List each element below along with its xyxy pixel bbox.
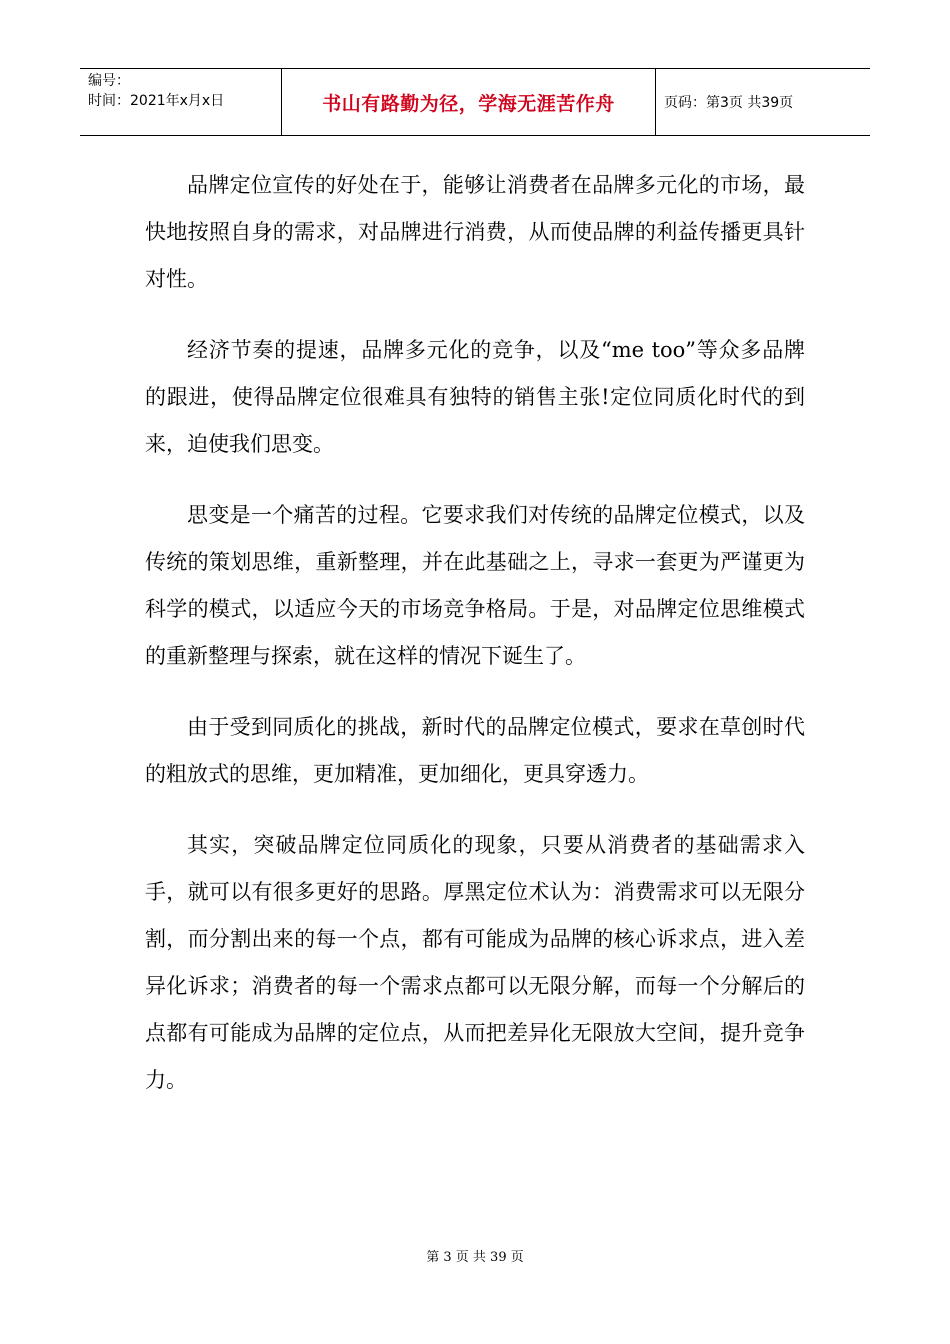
document-number-label: 编号： bbox=[88, 73, 130, 89]
header-motto: 书山有路勤为径，学海无涯苦作舟 bbox=[282, 69, 656, 135]
page-header bbox=[80, 68, 870, 136]
paragraph: 经济节奏的提速，品牌多元化的竞争，以及“me too”等众多品牌的跟进，使得品牌定位很难具有独特的销售主张!定位同质化时代的到来，迫使我们思变。 bbox=[145, 338, 805, 456]
paragraph: 其实，突破品牌定位同质化的现象，只要从消费者的基础需求入手，就可以有很多更好的思路。厚黑定位术认为：消费需求可以无限分割，而分割出来的每一个点，都有可能成为品牌的核心诉求点，进入差异化诉求；消费者的每一个需求点都可以无限分解，而每一个分解后的点都有可能成为品牌的定位点，从而把差异化无限放大空间，提升竞争力。 bbox=[145, 833, 805, 1092]
header-page-info: 页码：第3页 共39页 bbox=[664, 95, 794, 111]
paragraph: 由于受到同质化的挑战，新时代的品牌定位模式，要求在草创时代的粗放式的思维，更加精准，更加细化，更具穿透力。 bbox=[145, 715, 805, 786]
page-footer: 第 3 页 共 39 页 bbox=[426, 1250, 524, 1265]
paragraph: 思变是一个痛苦的过程。它要求我们对传统的品牌定位模式，以及传统的策划思维，重新整理，并在此基础之上，寻求一套更为严谨更为科学的模式，以适应今天的市场竞争格局。于是，对品牌定位思维模式的重新整理与探索，就在这样的情况下诞生了。 bbox=[145, 503, 805, 668]
document-body bbox=[145, 162, 805, 1128]
paragraph: 品牌定位宣传的好处在于，能够让消费者在品牌多元化的市场，最快地按照自身的需求，对品牌进行消费，从而使品牌的利益传播更具针对性。 bbox=[145, 173, 805, 291]
document-date: 时间：2021年x月x日 bbox=[88, 93, 225, 109]
header-meta bbox=[80, 69, 282, 135]
